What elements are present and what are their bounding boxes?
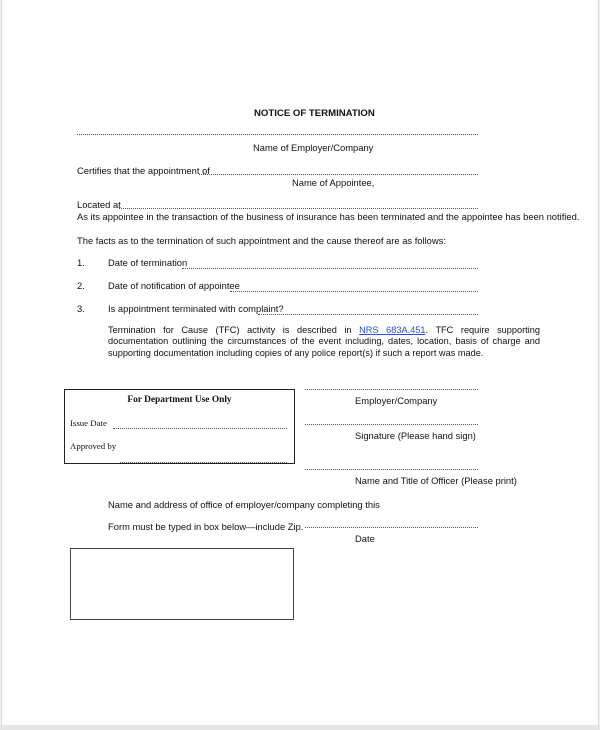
issue-date-label: Issue Date bbox=[70, 418, 107, 428]
page-footer-bar bbox=[0, 725, 600, 730]
signature-label: Signature (Please hand sign) bbox=[355, 430, 476, 441]
typed-instruction: Form must be typed in box below—include Zip. bbox=[108, 521, 304, 532]
issue-date-line[interactable] bbox=[113, 428, 287, 429]
certifies-label: Certifies that the appointment of bbox=[77, 165, 210, 176]
tfc-text: Termination for Cause (TFC) activity is described in bbox=[108, 325, 352, 335]
located-at-label: Located at bbox=[77, 199, 121, 210]
item-label: Is appointment terminated with complaint? bbox=[108, 303, 284, 314]
office-address-label: Name and address of office of employer/company completing this bbox=[108, 499, 380, 510]
facts-statement: The facts as to the termination of such appointment and the cause thereof are as follows: bbox=[77, 235, 446, 246]
employer-company-line[interactable] bbox=[305, 389, 478, 390]
officer-name-label: Name and Title of Officer (Please print) bbox=[355, 475, 517, 486]
approved-by-label: Approved by bbox=[70, 441, 117, 451]
employer-company-label: Employer/Company bbox=[355, 395, 438, 406]
appointee-name-line[interactable] bbox=[199, 174, 478, 175]
tfc-paragraph bbox=[108, 325, 540, 359]
appointee-statement: As its appointee in the transaction of the business of insurance has been terminated and the appointee has been notified. bbox=[77, 211, 580, 222]
tfc-text-continued: . TFC require supporting documentation outlining the circumstances of the event including, dates, location, basis of charge and supporting documentation including copies of any police report(s) if such a report was made. bbox=[108, 325, 540, 358]
item-number: 3. bbox=[77, 303, 85, 314]
address-entry-box[interactable] bbox=[70, 548, 294, 620]
employer-name-line[interactable] bbox=[77, 134, 478, 135]
location-line[interactable] bbox=[119, 208, 478, 209]
date-label: Date bbox=[355, 533, 375, 544]
date-line[interactable] bbox=[305, 527, 478, 528]
item-label: Date of notification of appointee bbox=[108, 280, 240, 291]
item-label: Date of termination bbox=[108, 257, 188, 268]
appointee-name-label: Name of Appointee, bbox=[292, 177, 375, 188]
complaint-answer-line[interactable] bbox=[258, 314, 478, 315]
document-page bbox=[1, 0, 599, 730]
officer-name-line[interactable] bbox=[305, 469, 478, 470]
notification-date-line[interactable] bbox=[230, 291, 478, 292]
signature-line[interactable] bbox=[305, 424, 478, 425]
document-title: NOTICE OF TERMINATION bbox=[254, 108, 375, 119]
nrs-link[interactable]: NRS 683A.451 bbox=[359, 325, 426, 335]
approved-by-line[interactable] bbox=[120, 462, 287, 463]
department-use-box bbox=[64, 389, 295, 464]
department-box-heading: For Department Use Only bbox=[127, 395, 232, 405]
item-number: 2. bbox=[77, 280, 85, 291]
item-number: 1. bbox=[77, 257, 85, 268]
employer-name-label: Name of Employer/Company bbox=[253, 142, 374, 153]
termination-date-line[interactable] bbox=[182, 268, 478, 269]
